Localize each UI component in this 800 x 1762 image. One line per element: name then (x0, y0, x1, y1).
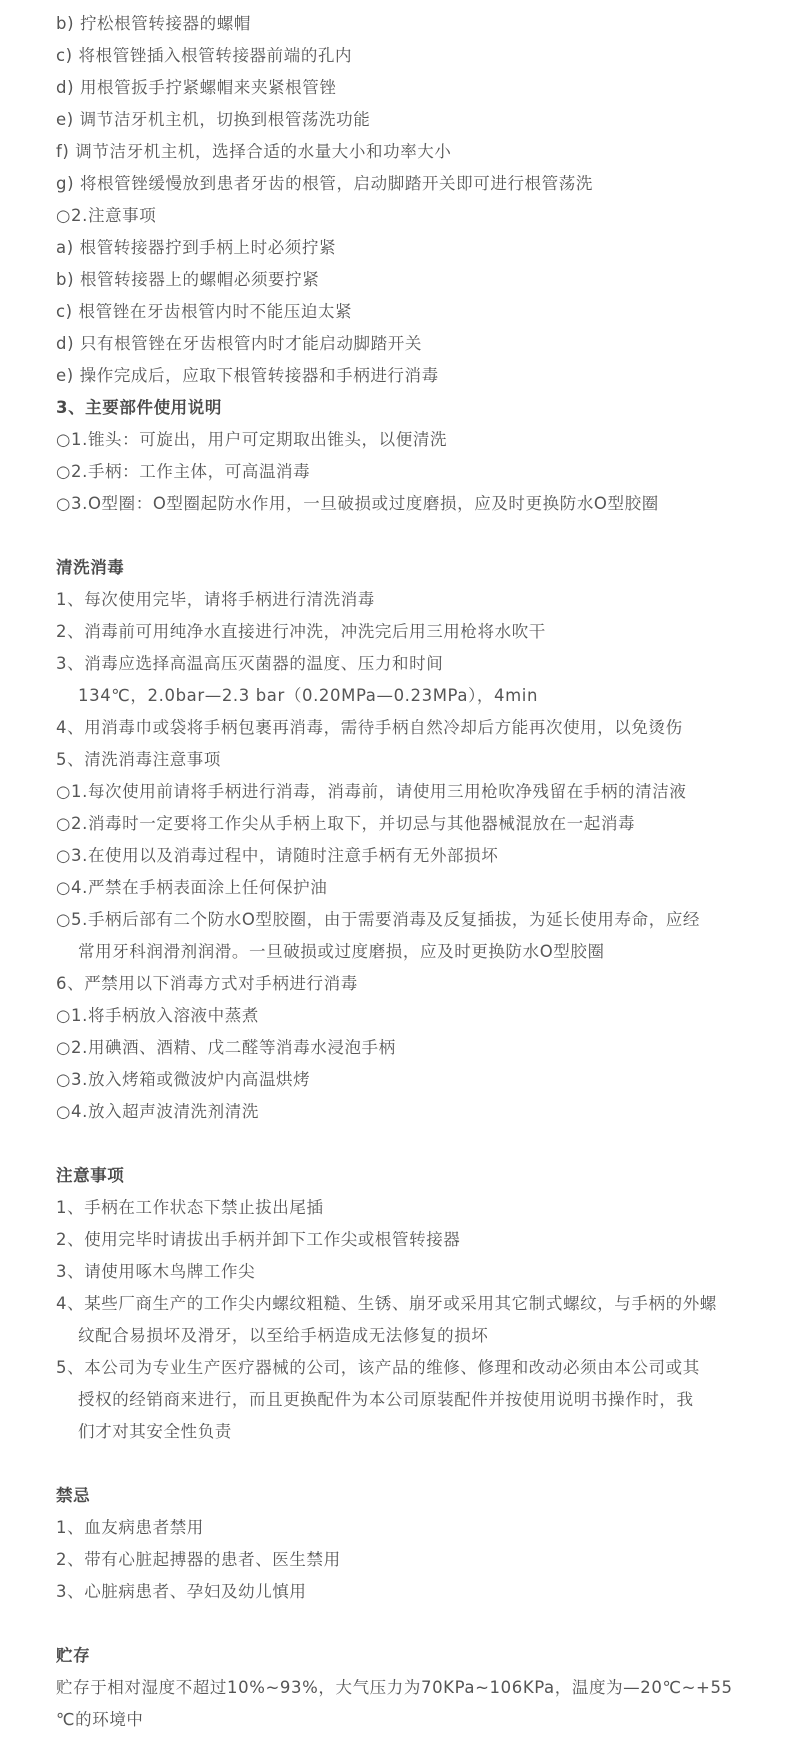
cleaning-line: 5、清洗消毒注意事项 (56, 750, 221, 769)
precaution-line-cont: 授权的经销商来进行，而且更换配件为本公司原装配件并按使用说明书操作时，我 (78, 1390, 694, 1409)
spacer (56, 1448, 744, 1480)
forbidden-method-item: ○4.放入超声波清洗剂清洗 (56, 1102, 259, 1121)
precaution-line: 5、本公司为专业生产医疗器械的公司，该产品的维修、修理和改动必须由本公司或其 (56, 1358, 700, 1377)
forbidden-method-item: ○3.放入烤箱或微波炉内高温烘烤 (56, 1070, 311, 1089)
precaution-line: 3、请使用啄木鸟牌工作尖 (56, 1262, 256, 1281)
contraindication-item: 2、带有心脏起搏器的患者、医生禁用 (56, 1550, 341, 1569)
precaution-line: 2、使用完毕时请拔出手柄并卸下工作尖或根管转接器 (56, 1230, 461, 1249)
cleaning-note-item: ○4.严禁在手柄表面涂上任何保护油 (56, 878, 328, 897)
note-item: d) 只有根管锉在牙齿根管内时才能启动脚踏开关 (56, 334, 422, 353)
sterilization-params: 134℃，2.0bar—2.3 bar（0.20MPa—0.23MPa），4min (78, 686, 539, 705)
notes-title: ○2.注意事项 (56, 206, 157, 225)
cleaning-line: 3、消毒应选择高温高压灭菌器的温度、压力和时间 (56, 654, 444, 673)
storage-line: 贮存于相对湿度不超过10%~93%，大气压力为70KPa~106KPa，温度为—20℃~+55 (56, 1678, 733, 1697)
cleaning-note-item: ○5.手柄后部有二个防水O型胶圈，由于需要消毒及反复插拔，为延长使用寿命，应经 (56, 910, 701, 929)
note-item: e) 操作完成后，应取下根管转接器和手柄进行消毒 (56, 366, 439, 385)
spacer (56, 1128, 744, 1160)
precaution-line: 4、某些厂商生产的工作尖内螺纹粗糙、生锈、崩牙或采用其它制式螺纹，与手柄的外螺 (56, 1294, 717, 1313)
cleaning-heading: 清洗消毒 (56, 558, 125, 577)
cleaning-line: 6、严禁用以下消毒方式对手柄进行消毒 (56, 974, 358, 993)
cleaning-line: 1、每次使用完毕，请将手柄进行清洗消毒 (56, 590, 375, 609)
note-item: b) 根管转接器上的螺帽必须要拧紧 (56, 270, 320, 289)
parts-heading: 3、主要部件使用说明 (56, 398, 222, 417)
storage-line: ℃的环境中 (56, 1710, 144, 1729)
forbidden-method-item: ○2.用碘酒、酒精、戊二醛等消毒水浸泡手柄 (56, 1038, 396, 1057)
parts-item: ○1.锥头：可旋出，用户可定期取出锥头，以便清洗 (56, 430, 448, 449)
note-item: a) 根管转接器拧到手柄上时必须拧紧 (56, 238, 337, 257)
contraindications-heading: 禁忌 (56, 1486, 91, 1505)
step-c: c) 将根管锉插入根管转接器前端的孔内 (56, 46, 353, 65)
precaution-line: 1、手柄在工作状态下禁止拔出尾插 (56, 1198, 324, 1217)
precautions-heading: 注意事项 (56, 1166, 125, 1185)
contraindication-item: 3、心脏病患者、孕妇及幼儿慎用 (56, 1582, 307, 1601)
cleaning-note-item: ○3.在使用以及消毒过程中，请随时注意手柄有无外部损坏 (56, 846, 499, 865)
step-b: b) 拧松根管转接器的螺帽 (56, 14, 251, 33)
cleaning-line: 2、消毒前可用纯净水直接进行冲洗，冲洗完后用三用枪将水吹干 (56, 622, 546, 641)
cleaning-note-item-cont: 常用牙科润滑剂润滑。一旦破损或过度磨损，应及时更换防水O型胶圈 (78, 942, 605, 961)
precaution-line-cont: 纹配合易损坏及滑牙，以至给手柄造成无法修复的损坏 (78, 1326, 489, 1345)
spacer (56, 1608, 744, 1640)
contraindication-item: 1、血友病患者禁用 (56, 1518, 204, 1537)
forbidden-method-item: ○1.将手柄放入溶液中蒸煮 (56, 1006, 259, 1025)
note-item: c) 根管锉在牙齿根管内时不能压迫太紧 (56, 302, 353, 321)
cleaning-note-item: ○2.消毒时一定要将工作尖从手柄上取下，并切忌与其他器械混放在一起消毒 (56, 814, 636, 833)
parts-item: ○2.手柄：工作主体，可高温消毒 (56, 462, 311, 481)
parts-item: ○3.O型圈：O型圈起防水作用，一旦破损或过度磨损，应及时更换防水O型胶圈 (56, 494, 659, 513)
step-d: d) 用根管扳手拧紧螺帽来夹紧根管锉 (56, 78, 337, 97)
cleaning-note-item: ○1.每次使用前请将手柄进行消毒，消毒前，请使用三用枪吹净残留在手柄的清洁液 (56, 782, 687, 801)
precaution-line-cont: 们才对其安全性负责 (78, 1422, 232, 1441)
step-g: g) 将根管锉缓慢放到患者牙齿的根管，启动脚踏开关即可进行根管荡洗 (56, 174, 593, 193)
spacer (56, 520, 744, 552)
cleaning-line: 4、用消毒巾或袋将手柄包裹再消毒，需待手柄自然冷却后方能再次使用，以免烫伤 (56, 718, 683, 737)
step-e: e) 调节洁牙机主机，切换到根管荡洗功能 (56, 110, 371, 129)
step-f: f) 调节洁牙机主机，选择合适的水量大小和功率大小 (56, 142, 452, 161)
storage-heading: 贮存 (56, 1646, 91, 1665)
